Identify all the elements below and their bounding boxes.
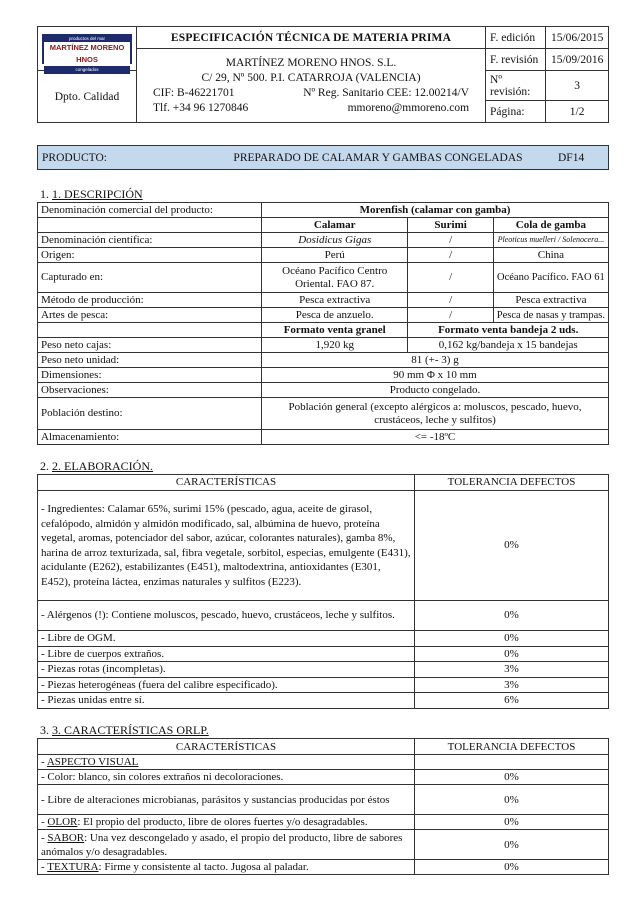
meta-value: 15/09/2016: [546, 49, 609, 71]
row-label: Método de producción:: [38, 293, 262, 308]
commercial-name-label: Denominación comercial del producto:: [38, 203, 262, 218]
section-title-orlp: 3. 3. CARACTERÍSTICAS ORLP.: [40, 723, 209, 737]
format-bandeja: Formato venta bandeja 2 uds.: [408, 323, 609, 338]
row-label: Artes de pesca:: [38, 308, 262, 323]
col-calamar: Calamar: [261, 218, 407, 233]
logo-cell: [38, 27, 137, 71]
row-label: Capturado en:: [38, 263, 262, 293]
col-gamba: Cola de gamba: [493, 218, 608, 233]
ingredients-cell: - Ingredientes: Calamar 65%, surimi 15% (pescado, agua, aceite de girasol, cefalópodo, almidón y almidón modificado, sal, albúmina de huevo, proteína vegetal, aromas, potenciador del sabor, azúcar, colorantes naturales), gamba 8%, harina de arroz texturizada, sal, fibra vegetale, sorbitol, especias, emulgente (E431), acidulante (E262), estabilizantes (E451), maltodextrina, antioxidantes (E301, E452), proteína láctea, enzimas naturales y sulfitos (E223).: [38, 491, 415, 601]
meta-value: 3: [546, 71, 609, 101]
meta-value: 15/06/2015: [546, 27, 609, 49]
format-granel: Formato venta granel: [261, 323, 407, 338]
elaboration-table: CARACTERÍSTICAS TOLERANCIA DEFECTOS - Ingredientes: Calamar 65%, surimi 15% (pescado, agua, aceite de girasol, cefalópodo, almidón y almidón modificado, sal, albúmina de huevo, proteína vegetal, aromas, potenciador del sabor, azúcar, colorantes naturales), gamba 8%, harina de arroz texturizada, sal, fibra vegetale, sorbitol, especias, emulgente (E431), acidulante (E262), estabilizantes (E451), maltodextrina, antioxidantes (E301, E452), proteína láctea, enzimas naturales y sulfitos (E223). 0% - Alérgenos (!): Contiene moluscos, pescado, huevo, crustáceos, leche y sulfitos. 0% - Libre de OGM. 0% - Libre de cuerpos extraños. 0% - Piezas rotas (incompletas). 3% - Piezas heterogéneas (fuera del calibre especificado). 3% - Piezas unidas entre sí. 6%: [37, 474, 609, 709]
meta-label: F. edición: [486, 27, 546, 49]
commercial-name-value: Morenfish (calamar con gamba): [261, 203, 608, 218]
row-label: Origen:: [38, 248, 262, 263]
row-label: Denominación científica:: [38, 233, 262, 248]
orlp-table: CARACTERÍSTICAS TOLERANCIA DEFECTOS - ASPECTO VISUAL - Color: blanco, sin colores extraños ni decoloraciones. 0% - Libre de alteraciones microbianas, parásitos y sustancias producidas por éstos 0% - OLOR: El propio del producto, libre de olores fuertes y/o desagradables. 0% - SABOR: Una vez descongelado y asado, el propio del producto, libre de sabores anómalos y/o desagradables. 0% - TEXTURA: Firme y consistente al tacto. Jugosa al paladar. 0%: [37, 738, 609, 875]
meta-value: 1/2: [546, 101, 609, 123]
product-bar: [37, 145, 609, 170]
company-logo: productos del mar MARTÍNEZ MORENO HNOS congelados: [42, 34, 132, 64]
meta-label: Página:: [486, 101, 546, 123]
company-info: MARTÍNEZ MORENO HNOS. S.L. C/ 29, Nº 500. P.I. CATARROJA (VALENCIA) CIF: B-46221701 Nº Reg. Sanitario CEE: 12.00214/V Tlf. +34 96 1270846 mmoreno@mmoreno.com: [137, 49, 486, 123]
col-header-tolerance: TOLERANCIA DEFECTOS: [415, 475, 609, 491]
col-surimi: Surimi: [408, 218, 493, 233]
document-title: ESPECIFICACIÓN TÉCNICA DE MATERIA PRIMA: [137, 27, 486, 49]
meta-label: Nº revisión:: [486, 71, 546, 101]
col-header-characteristics: CARACTERÍSTICAS: [38, 475, 415, 491]
meta-label: F. revisión: [486, 49, 546, 71]
product-code: DF14: [558, 151, 585, 164]
company-email: mmoreno@mmoreno.com: [347, 101, 470, 114]
department-cell: Dpto. Calidad: [38, 71, 137, 123]
section-title-elaboracion: 2. 2. ELABORACIÓN.: [40, 459, 153, 473]
section-title-descripcion: 1. 1. DESCRIPCIÓN: [40, 187, 143, 201]
description-table: Denominación comercial del producto: Morenfish (calamar con gamba) Calamar Surimi Cola de gamba Denominación científica: Dosidicus Gigas / Pleoticus muelleri / Solenocera... Origen: Perú / China Capturado en: Océano Pacífico Centro Oriental. FAO 87. / Océano Pacífico. FAO 61 Método de producción: Pesca extractiva / Pesca extractiva Artes de pesca: Pesca de anzuelo. / Pesca de nasas y trampas. Formato venta granel Formato venta bandeja 2 uds. Peso neto cajas: 1,920 kg 0,162 kg/bandeja x 15 bandejas Peso neto unidad: 81 (+- 3) g Dimensiones: 90 mm Φ x 10 mm Observaciones: Producto congelado. Población destino: Población general (excepto alérgicos a: moluscos, pescado, huevo, crustáceos, leche y sulfitos) Almacenamiento: <= -18ºC: [37, 202, 609, 445]
product-label: PRODUCTO:: [42, 151, 107, 164]
header-table: [37, 26, 609, 123]
product-name: PREPARADO DE CALAMAR Y GAMBAS CONGELADAS: [233, 151, 523, 164]
